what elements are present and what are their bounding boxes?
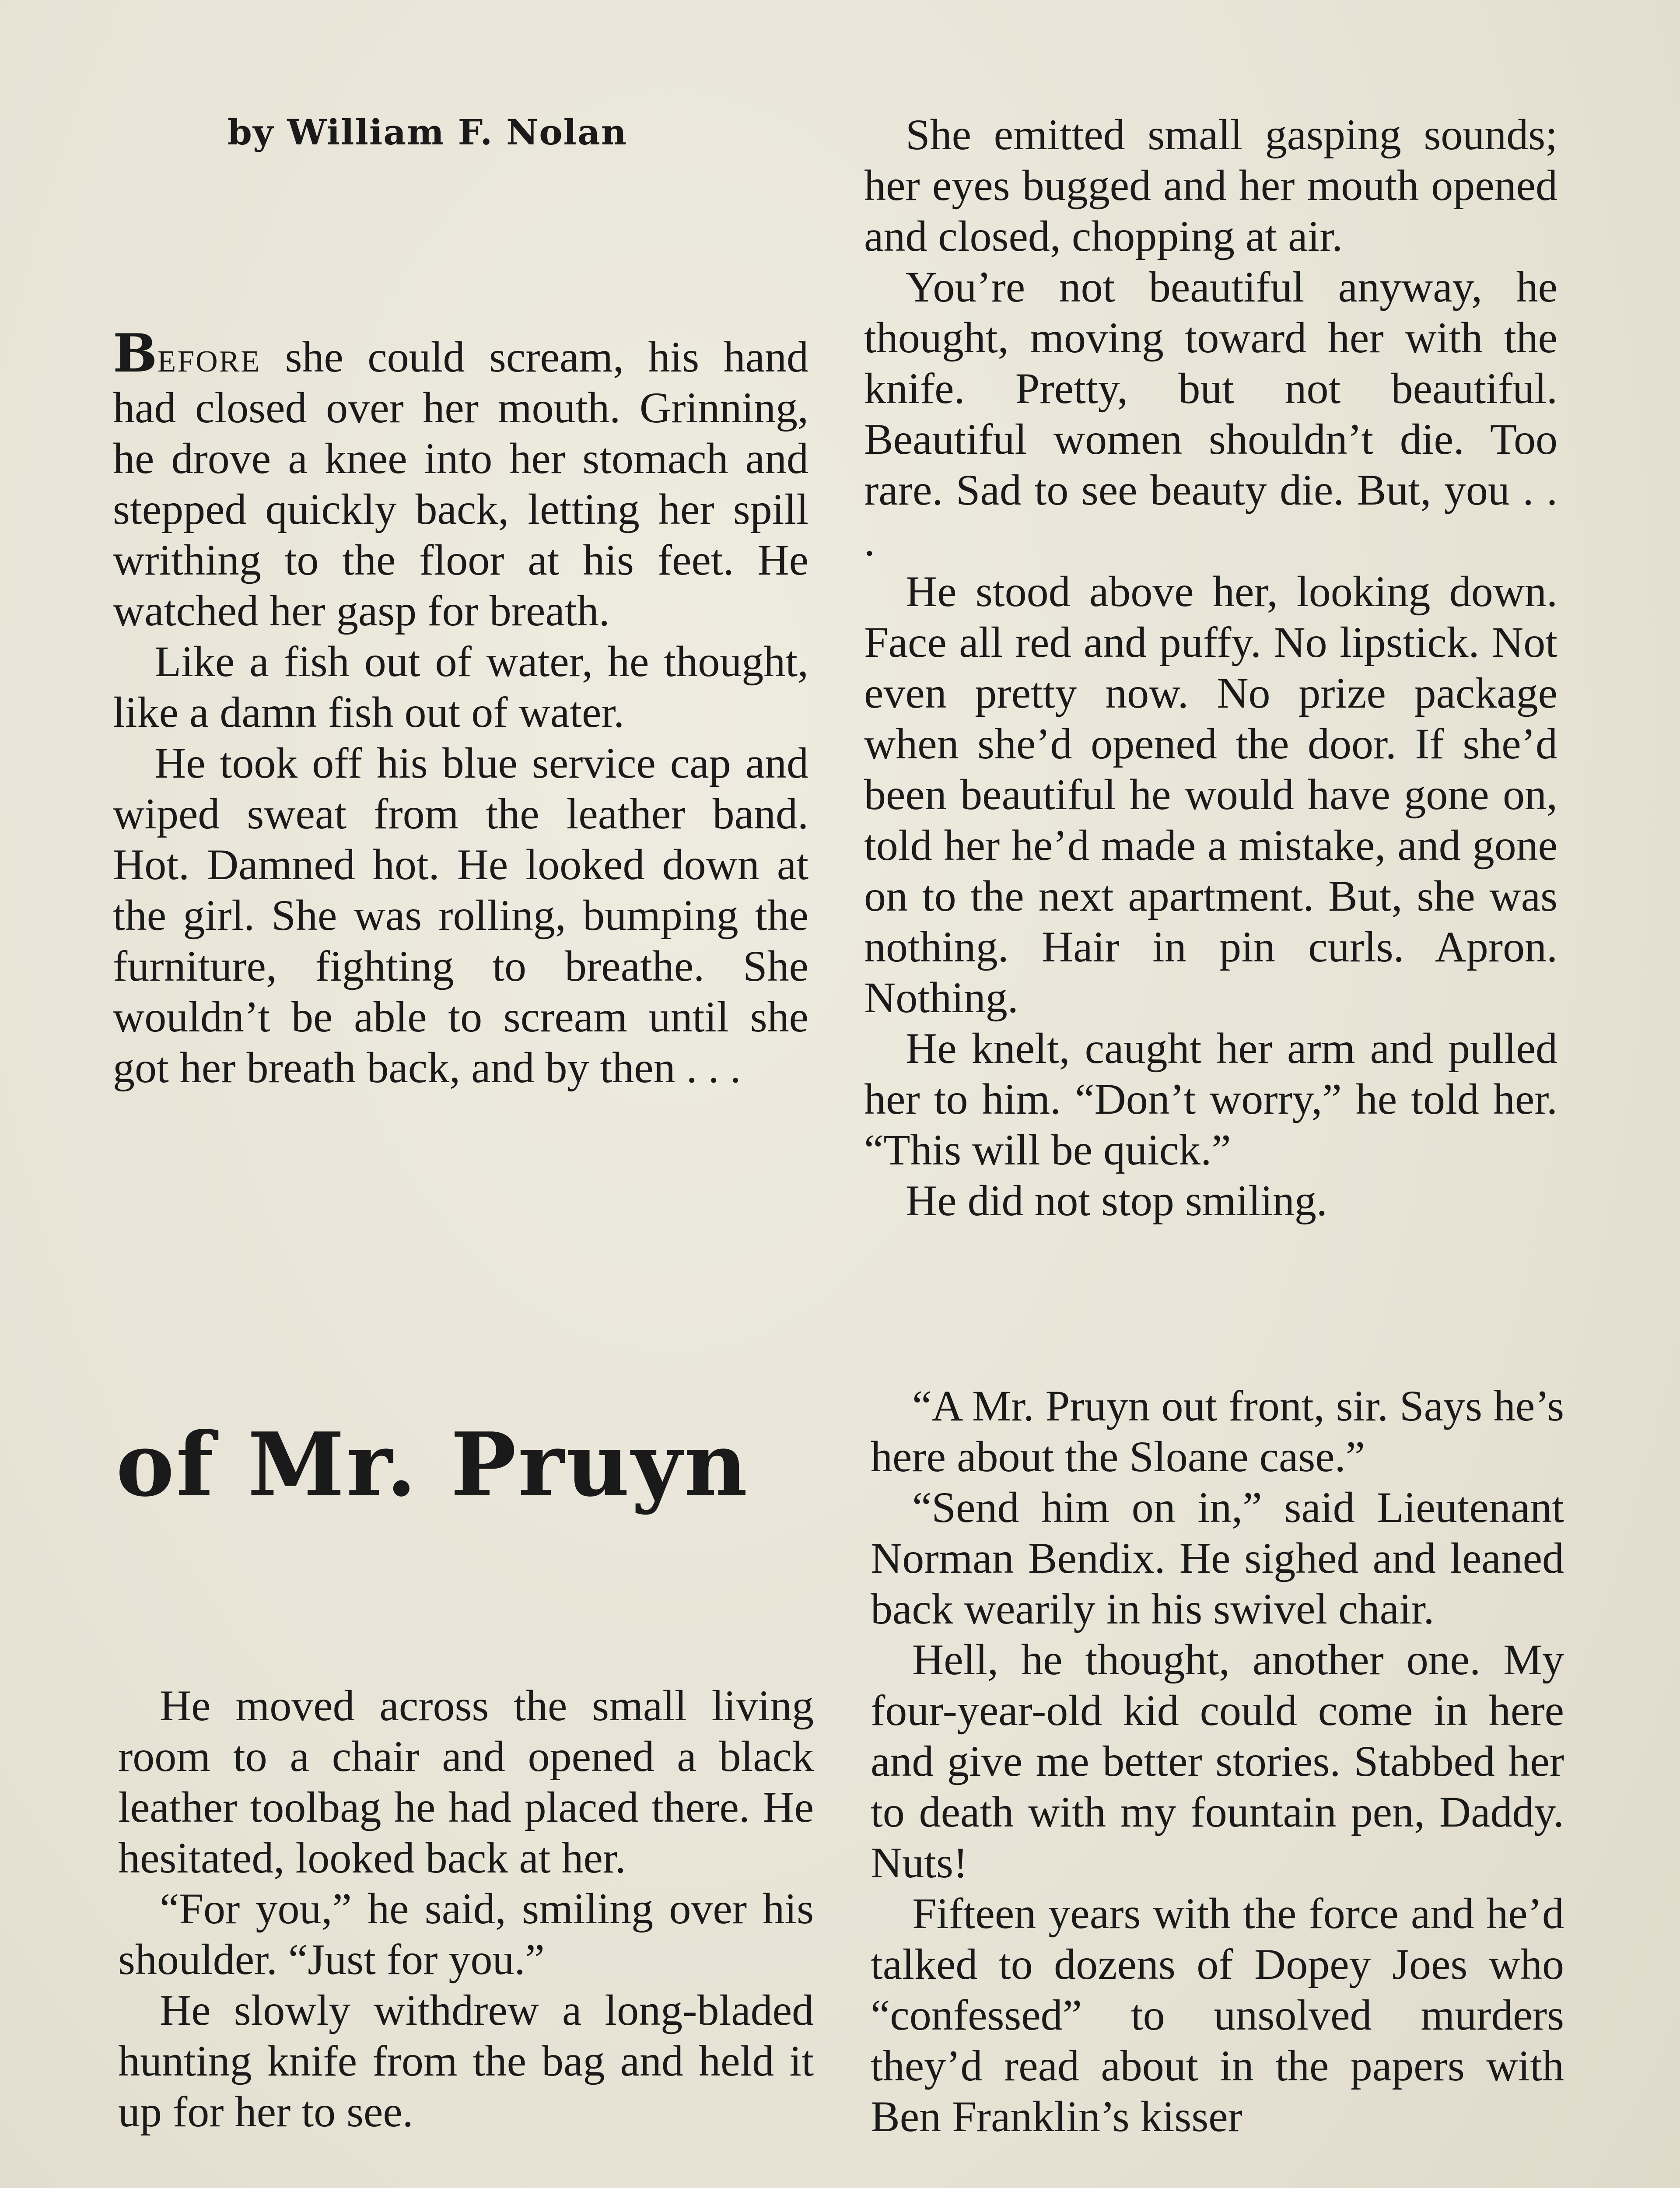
paragraph: Like a fish out of water, he thought, like a damn fish out of water.	[113, 637, 808, 736]
paragraph: She emitted small gasping sounds; her eyes bugged and her mouth opened and closed, chopping at air.	[864, 110, 1558, 260]
opening-paragraph-text: she could scream, his hand had closed over her mouth. Grinning, he drove a knee into her stomach and stepped quickly back, letting her spill writhing to the floor at his feet. He watched her gasp for breath.	[113, 333, 808, 635]
right-column-bottom	[871, 1381, 1564, 2142]
paragraph: He did not stop smiling.	[906, 1176, 1327, 1225]
small-caps-word: efore	[157, 333, 261, 381]
paragraph: Hell, he thought, another one. My four-year-old kid could come in here and give me better stories. Stabbed her to death with my fountain pen, Daddy. Nuts!	[871, 1635, 1564, 1887]
left-column-top	[113, 323, 808, 1093]
drop-cap: B	[113, 323, 158, 384]
paragraph: “For you,” he said, smiling over his shoulder. “Just for you.”	[118, 1884, 814, 1984]
paragraph: He took off his blue service cap and wiped sweat from the leather band. Hot. Damned hot. He looked down at the girl. She was rolling, bumping the furniture, fighting to breathe. She wouldn’t be able to scream until she got her breath back, and by then . . .	[113, 739, 808, 1092]
paragraph: You’re not beautiful anyway, he thought, moving toward her with the knife. Pretty, but not beautiful. Beautiful women shouldn’t die. Too rare. Sad to see beauty die. But, you . . .	[864, 263, 1558, 565]
left-column-bottom	[118, 1680, 814, 2137]
paragraph: “Send him on in,” said Lieutenant Norman Bendix. He sighed and leaned back wearily in his swivel chair.	[871, 1483, 1564, 1633]
paragraph: He stood above her, looking down. Face all red and puffy. No lipstick. Not even pretty now. No prize package when she’d opened the door. If she’d been beautiful he would have gone on, told her he’d made a mistake, and gone on to the next apartment. But, she was nothing. Hair in pin curls. Apron. Nothing.	[864, 567, 1558, 1022]
byline: by William F. Nolan	[228, 112, 627, 153]
paragraph: He slowly withdrew a long-bladed hunting knife from the bag and held it up for her to see.	[118, 1986, 814, 2136]
opening-paragraph	[113, 323, 808, 636]
paragraph: Fifteen years with the force and he’d talked to dozens of Dopey Joes who “confessed” to unsolved murders they’d read about in the papers with Ben Franklin’s kisser	[871, 1889, 1564, 2141]
paragraph: He moved across the small living room to a chair and opened a black leather toolbag he had placed there. He hesitated, looked back at her.	[118, 1681, 814, 1882]
paragraph: He knelt, caught her arm and pulled her to him. “Don’t worry,” he told her. “This will be quick.”	[864, 1024, 1558, 1174]
right-column-top	[864, 109, 1558, 1226]
story-title: of Mr. Pruyn	[116, 1413, 749, 1516]
paragraph: “A Mr. Pruyn out front, sir. Says he’s here about the Sloane case.”	[871, 1382, 1564, 1481]
